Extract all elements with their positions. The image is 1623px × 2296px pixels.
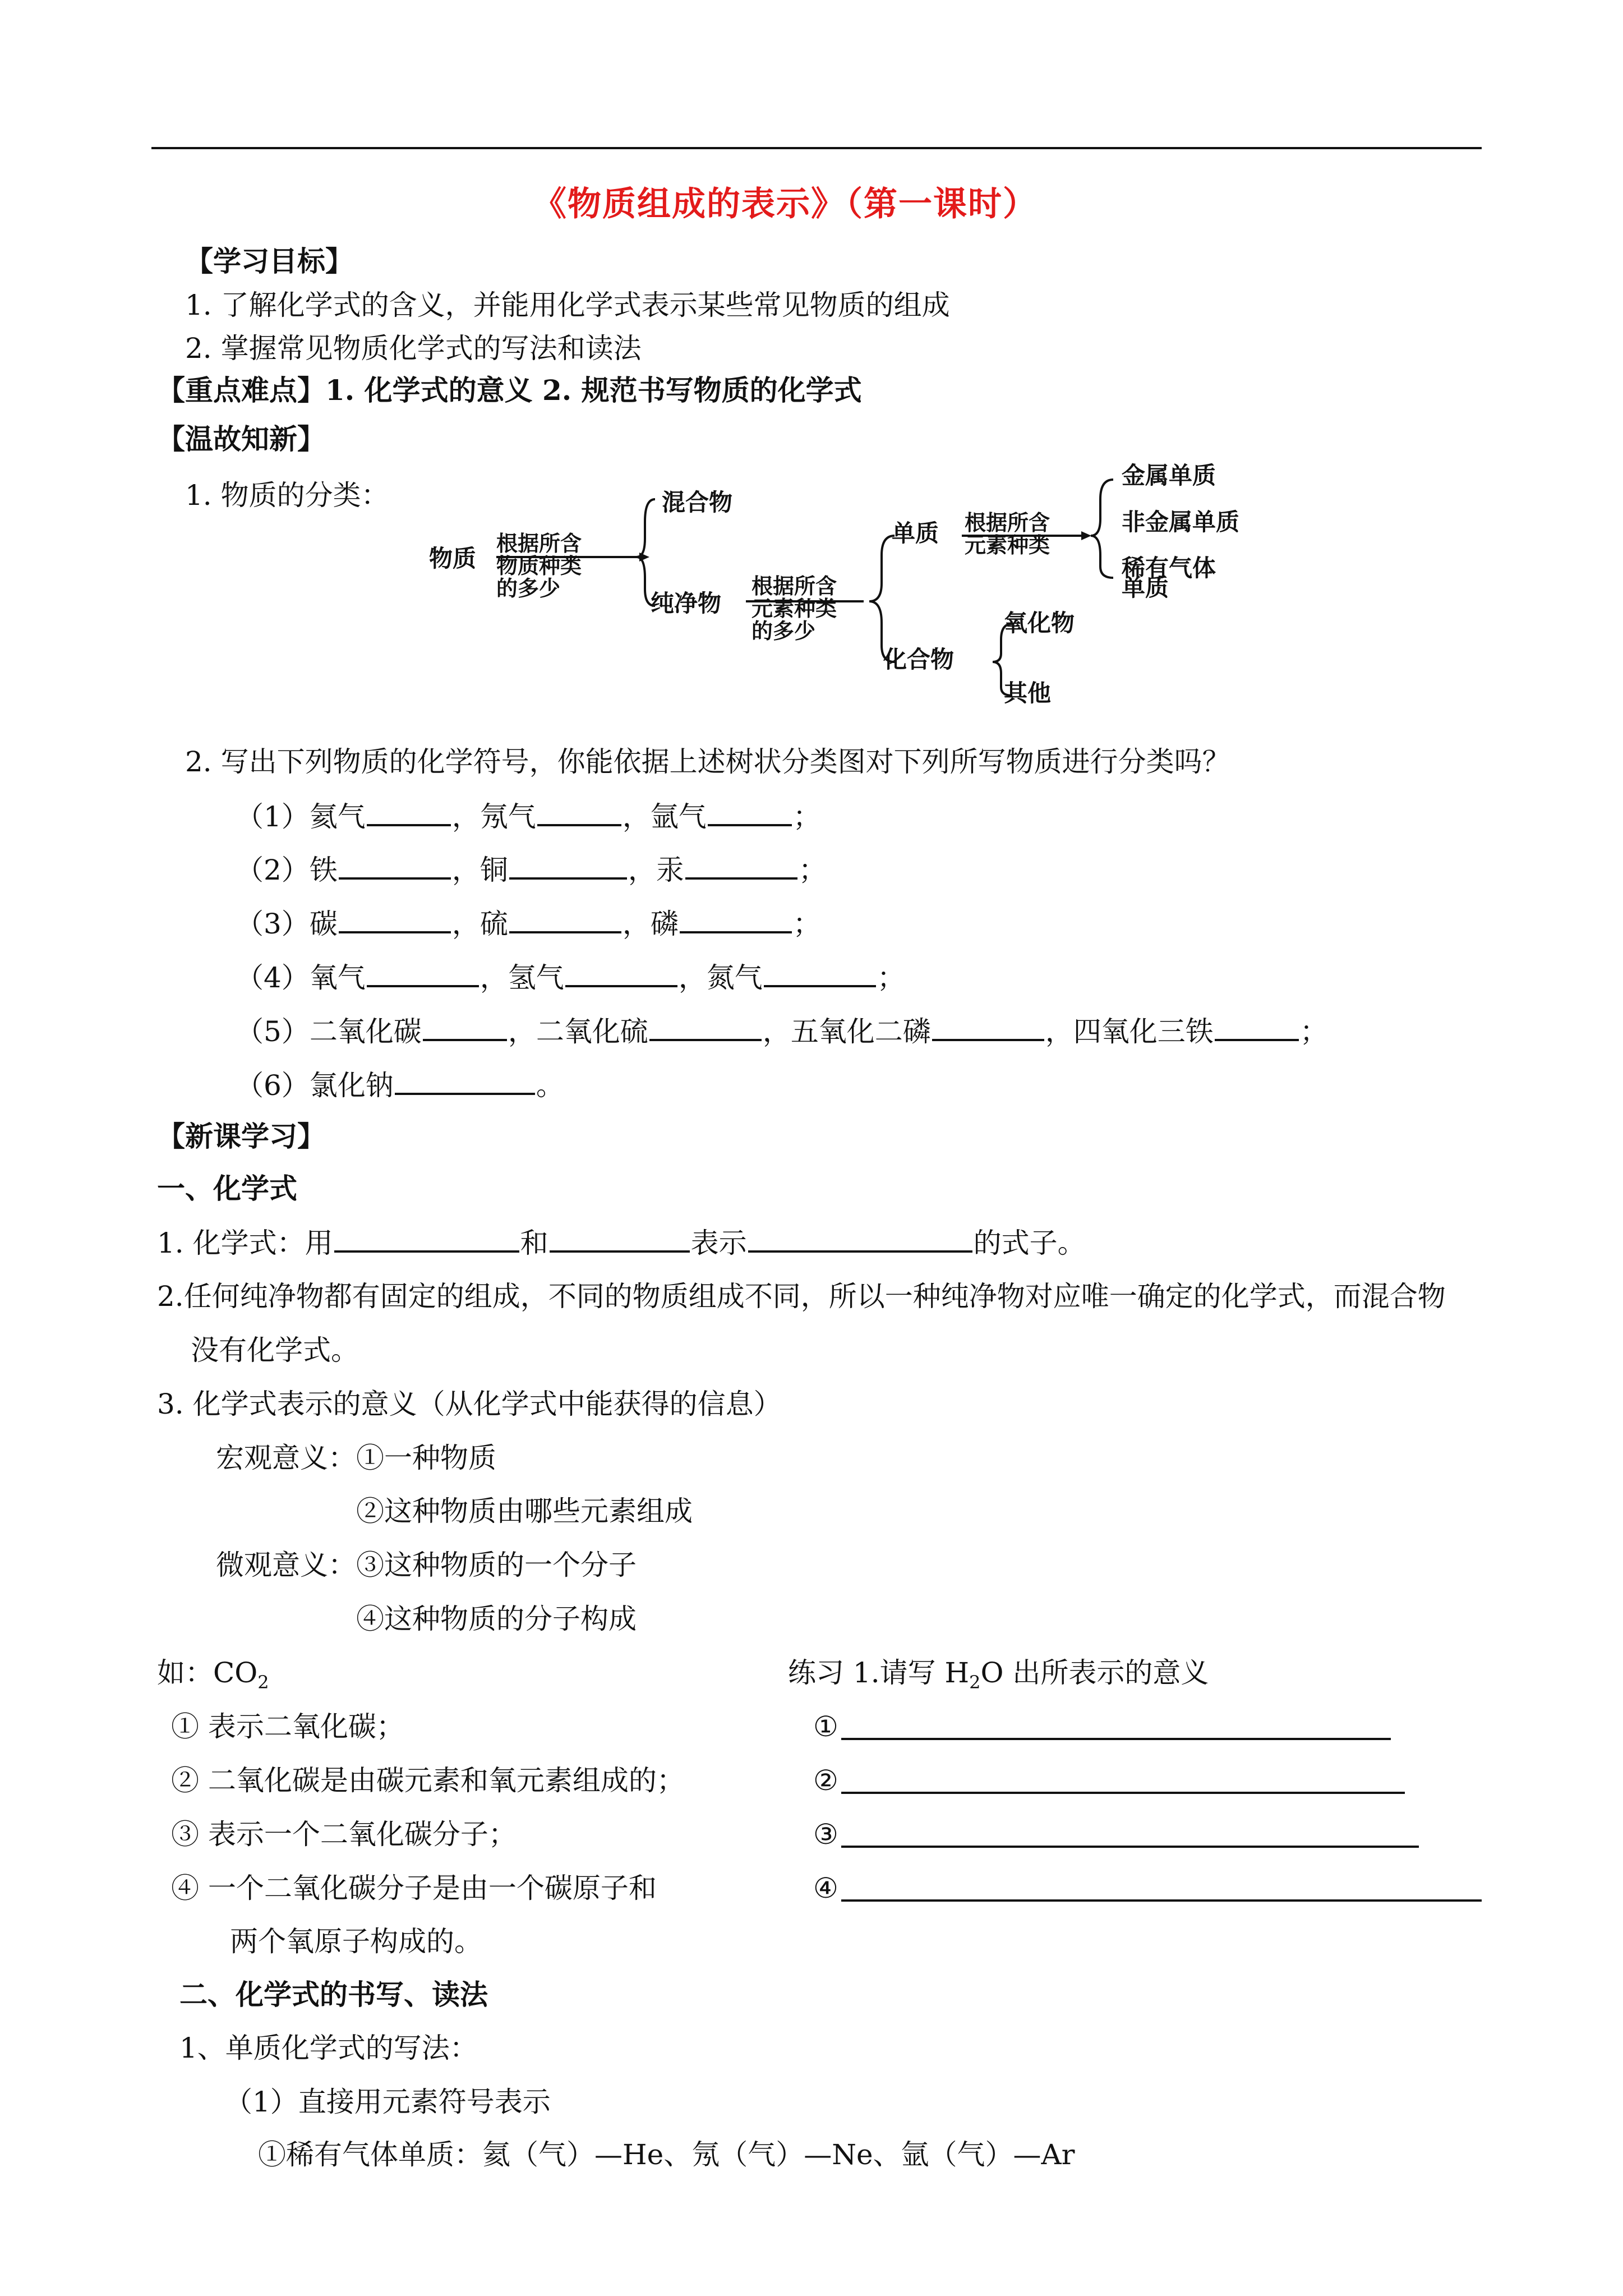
answer-blank[interactable] [1215,1013,1299,1041]
definition-line [157,1225,1086,1260]
tree-edge2-line2: 元素种类 [751,596,837,621]
substance-label: 硫 [479,908,508,940]
tree-mixture: 混合物 [662,489,733,516]
classification-tree-diagram [0,0,1623,729]
answer-blank[interactable] [339,852,451,880]
answer-blank[interactable] [367,959,479,987]
key-points: 【重点难点】1. 化学式的意义 2. 规范书写物质的化学式 [157,374,862,407]
tree-edge3-line2: 元素种类 [965,533,1050,558]
substance-label: 氯化钠 [309,1069,394,1102]
section-1-title: 一、化学式 [157,1172,297,1205]
answer-blank[interactable] [764,959,876,987]
objective-item: 2. 掌握常见物质化学式的写法和读法 [185,332,642,365]
example-label [157,1655,269,1700]
substance-label: 碳 [309,908,338,940]
substance-label: 汞 [656,854,684,886]
tree-other: 其他 [1004,679,1052,707]
tree-noble-line2: 单质 [1122,574,1169,601]
review-heading: 【温故知新】 [157,422,325,455]
example-item-4: ④ 一个二氧化碳分子是由一个碳原子和 [171,1872,657,1904]
macro-label: 宏观意义： [216,1442,356,1474]
substance-label: 氢气 [508,961,564,994]
example-item-2: ② 二氧化碳是由碳元素和氧元素组成的； [171,1764,685,1797]
answer-blank[interactable] [423,1013,507,1041]
objectives-heading: 【学习目标】 [185,245,353,278]
row-number: （1） [236,800,310,833]
exercise-answer-line-4[interactable] [841,1899,1482,1902]
substance-label: 铜 [479,854,508,886]
exercise-answer-line-3[interactable] [841,1846,1419,1848]
row-number: （5） [236,1015,310,1048]
tree-edge2-line1: 根据所含 [751,574,837,599]
example-item-1: ① 表示二氧化碳； [171,1710,404,1743]
tree-element: 单质 [892,519,939,547]
tree-edge2-line3: 的多少 [751,619,816,643]
answer-blank[interactable] [649,1013,762,1041]
substance-label: 磷 [650,908,679,940]
macro-meaning-1: ①一种物质 [356,1442,496,1474]
fill-row-4: （4）氧气 ，氢气 ，氮气 ； [236,959,905,995]
answer-blank[interactable] [509,852,627,880]
exercise-answer-line-1[interactable] [841,1738,1391,1740]
substance-label: 氧气 [309,961,366,994]
tree-metal: 金属单质 [1122,462,1216,489]
answer-blank[interactable] [685,852,797,880]
row-number: （2） [236,854,310,886]
paragraph-2-line-1: 2.任何纯净物都有固定的组成，不同的物质组成不同，所以一种纯净物对应唯一确定的化学式，而混合物 [157,1280,1446,1313]
section-2-item-1-1-a: ①稀有气体单质：氦（气）—He、氖（气）—Ne、氩（气）—Ar [258,2138,1075,2171]
example-subscript: 2 [257,1672,269,1693]
answer-blank[interactable] [334,1225,519,1253]
exercise-label-text: O 出所表示的意义 [980,1657,1209,1689]
substance-label: 氖气 [479,800,536,833]
exercise-mark-1: ① [813,1710,838,1743]
definition-text: 表示 [690,1227,747,1259]
substance-label: 四氧化三铁 [1073,1015,1214,1048]
tree-edge1-line3: 的多少 [496,576,561,601]
answer-blank[interactable] [367,798,451,826]
exercise-mark-3: ③ [813,1818,838,1851]
exercise-label [788,1655,1209,1700]
tree-pure: 纯净物 [651,590,722,617]
section-2-title: 二、化学式的书写、读法 [179,1978,488,2011]
micro-label: 微观意义： [216,1549,356,1581]
review-q1: 1. 物质的分类： [185,479,389,512]
substance-label: 铁 [309,854,338,886]
answer-blank[interactable] [395,1067,535,1095]
review-q2: 2. 写出下列物质的化学符号，你能依据上述树状分类图对下列所写物质进行分类吗？ [185,746,1230,778]
substance-label: 氮气 [706,961,763,994]
example-item-4-cont: 两个氧原子构成的。 [230,1925,482,1958]
micro-meaning-2: ④这种物质的分子构成 [356,1603,637,1635]
exercise-label-text: 练习 1.请写 H [788,1657,970,1689]
section-2-item-1-1: （1）直接用元素符号表示 [224,2086,551,2118]
substance-label: 氦气 [309,800,366,833]
row-number: （3） [236,908,310,940]
answer-blank[interactable] [339,905,451,933]
fill-row-1: （1）氦气 ，氖气 ，氩气 ； [236,798,821,834]
tree-root: 物质 [429,545,477,572]
tree-compound: 化合物 [883,646,955,673]
exercise-answer-line-2[interactable] [841,1792,1405,1794]
example-item-3: ③ 表示一个二氧化碳分子； [171,1818,517,1851]
tree-nonmetal: 非金属单质 [1122,508,1240,536]
section-2-item-1: 1、单质化学式的写法： [179,2032,478,2064]
substance-label: 二氧化碳 [309,1015,422,1048]
answer-blank[interactable] [565,959,677,987]
tree-edge3-line1: 根据所含 [965,510,1050,535]
fill-row-2: （2）铁 ，铜 ，汞 ； [236,852,827,887]
answer-blank[interactable] [748,1225,972,1253]
tree-oxide: 氧化物 [1004,609,1075,637]
objective-item: 1. 了解化学式的含义，并能用化学式表示某些常见物质的组成 [185,289,950,321]
fill-row-3: （3）碳 ，硫 ，磷 ； [236,905,821,941]
substance-label: 五氧化二磷 [790,1015,931,1048]
answer-blank[interactable] [932,1013,1044,1041]
answer-blank[interactable] [537,798,621,826]
fill-row-6: （6）氯化钠 。 [236,1067,564,1103]
row-number: （6） [236,1069,310,1102]
answer-blank[interactable] [680,905,792,933]
exercise-mark-2: ② [813,1764,838,1797]
fill-row-5: （5）二氧化碳 ，二氧化硫 ，五氧化二磷 ，四氧化三铁 ； [236,1013,1328,1049]
new-lesson-heading: 【新课学习】 [157,1120,325,1153]
example-label-text: 如：CO [157,1657,258,1689]
tree-edge1-line2: 物质种类 [496,554,582,578]
tree-edge1-line1: 根据所含 [496,531,582,556]
tree-noble-line1: 稀有气体 [1122,554,1216,582]
answer-blank[interactable] [509,905,621,933]
exercise-mark-4: ④ [813,1872,838,1904]
answer-blank[interactable] [708,798,792,826]
substance-label: 二氧化硫 [536,1015,648,1048]
definition-text: 1. 化学式：用 [157,1227,333,1259]
exercise-subscript: 2 [969,1672,981,1693]
page-title: 《物质组成的表示》（第一课时） [533,185,1038,224]
row-number: （4） [236,961,310,994]
answer-blank[interactable] [550,1225,690,1253]
micro-meaning-1: ③这种物质的一个分子 [356,1549,637,1581]
substance-label: 氩气 [650,800,707,833]
macro-meaning-2: ②这种物质由哪些元素组成 [356,1495,693,1527]
definition-text: 和 [520,1227,548,1259]
paragraph-2-line-2: 没有化学式。 [191,1334,359,1366]
paragraph-3: 3. 化学式表示的意义（从化学式中能获得的信息） [157,1388,782,1420]
definition-text: 的式子。 [973,1227,1086,1259]
